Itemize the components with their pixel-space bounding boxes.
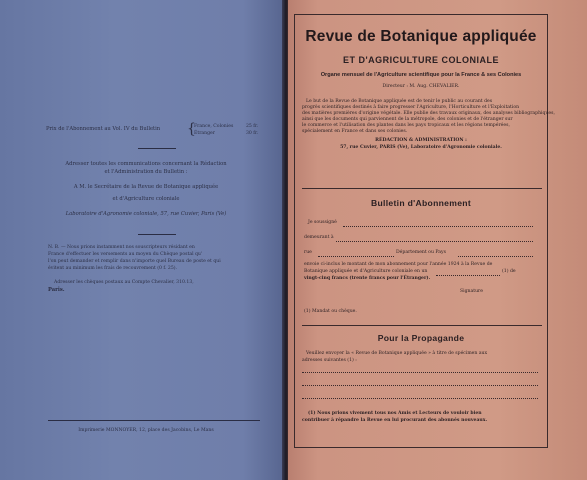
- form-dept-label: Département ou Pays: [396, 250, 446, 255]
- form-line-name: Je soussigné: [308, 220, 337, 225]
- journal-title: Revue de Botanique appliquée: [305, 28, 537, 45]
- redaction-address: 57, rue Cuvier, PARIS (Ve), Laboratoire d'Agronomie coloniale.: [340, 145, 502, 150]
- closing-line: (1) Nous prions vivement tous nos Amis et Lecteurs de vouloir bien: [308, 411, 482, 416]
- price-brace: {: [187, 121, 196, 137]
- address-field[interactable]: [302, 385, 538, 386]
- form-line: envoie ci-inclus le montant de mon abonnement pour l'année 1924 à la Revue de: [304, 262, 493, 267]
- bulletin-title: Bulletin d'Abonnement: [370, 198, 471, 208]
- signature-label: Signature: [460, 289, 483, 294]
- subscription-label: Prix de l'Abonnement au Vol. IV du Bulletin: [46, 126, 161, 132]
- purpose-line: des matières premières d'origine végétale. Elle publie des travaux originaux, des analyses bibliographiques,: [302, 111, 555, 116]
- form-number-mark: (1) de: [502, 269, 516, 274]
- price-row-region: France, Colonies: [194, 124, 234, 129]
- footnote: (1) Mandat ou chèque.: [304, 309, 357, 314]
- address-field[interactable]: [302, 398, 538, 399]
- footer-divider: [48, 420, 260, 421]
- divider: [138, 148, 176, 149]
- propaganda-title: Pour la Propagande: [377, 333, 465, 343]
- journal-director: Directeur : M. Aug. CHEVALIER.: [382, 84, 460, 89]
- address-line: A M. le Secrétaire de la Revue de Botanique appliquée: [73, 184, 219, 190]
- nb-line: France d'effectuer les versements au moyen du Chèque postal qu': [48, 252, 203, 257]
- form-line-address: demeurant à: [304, 235, 334, 240]
- price-row-value: 25 fr.: [246, 124, 259, 129]
- form-field[interactable]: [343, 226, 533, 227]
- nb-line: Adresser les chèques postaux au Compte Chevalier, 310.13,: [54, 280, 194, 285]
- form-field[interactable]: [458, 256, 533, 257]
- left-page: [0, 0, 286, 480]
- address-field[interactable]: [302, 372, 538, 373]
- address-intro: et l'Administration du Bulletin :: [104, 169, 188, 175]
- printer-line: Imprimerie MONNOYER, 12, place des Jacobins, Le Mans: [78, 428, 214, 433]
- section-rule: [302, 188, 542, 189]
- price-row-value: 30 fr.: [246, 131, 259, 136]
- form-field[interactable]: [336, 241, 533, 242]
- form-line-street: rue: [304, 250, 312, 255]
- form-line: Botanique appliquée et d'Agriculture coloniale en un: [304, 269, 428, 274]
- form-field[interactable]: [318, 256, 394, 257]
- nb-line: Paris.: [48, 287, 65, 293]
- purpose-line: progrès scientifiques destinés à faire progresser l'Agriculture, l'Horticulture et l'Exploitation: [302, 105, 520, 110]
- redaction-label: RÉDACTION & ADMINISTRATION :: [375, 138, 467, 143]
- propaganda-line: adresses suivantes (1) :: [302, 358, 357, 363]
- journal-organe: Organe mensuel de l'Agriculture scientifique pour la France & ses Colonies: [320, 72, 522, 78]
- address-line: Laboratoire d'Agronomie coloniale, 57, rue Cuvier, Paris (Ve): [65, 211, 227, 217]
- page-frame: [294, 14, 548, 448]
- section-rule: [302, 325, 542, 326]
- purpose-line: ainsi que les documents qui parviennent de la métropole, des colonies et de l'étranger sur: [302, 117, 513, 122]
- nb-line: N. B. — Nous prions instamment nos souscripteurs résidant en: [48, 245, 195, 250]
- nb-line: évitent au minimum les frais de recouvrement (0 f. 25).: [48, 266, 177, 271]
- address-line: et d'Agriculture coloniale: [112, 196, 180, 202]
- nb-line: l'on peut demander et remplir dans n'importe quel Bureau de poste et qui: [48, 259, 221, 264]
- closing-line: contribuer à répandre la Revue en lui procurant des abonnés nouveaux.: [302, 418, 488, 423]
- journal-subtitle: ET D'AGRICULTURE COLONIALE: [343, 55, 499, 65]
- form-line: vingt-cinq francs (trente francs pour l'Étranger).: [304, 276, 431, 281]
- form-field[interactable]: [436, 275, 500, 276]
- divider: [138, 234, 176, 235]
- purpose-line: le commerce et l'utilisation des plantes dans les pays tropicaux et les régions tempérées,: [302, 123, 510, 128]
- address-intro: Adresser toutes les communications concernant la Rédaction: [65, 161, 227, 167]
- purpose-line: Le but de la Revue de Botanique appliquée est de tenir le public au courant des: [306, 99, 493, 104]
- right-page: [288, 0, 587, 480]
- purpose-line: spécialement en France et dans ses colonies.: [302, 129, 408, 134]
- propaganda-line: Veuillez envoyer la « Revue de Botanique appliquée » à titre de spécimen aux: [306, 351, 488, 356]
- price-row-region: Étranger: [194, 131, 215, 136]
